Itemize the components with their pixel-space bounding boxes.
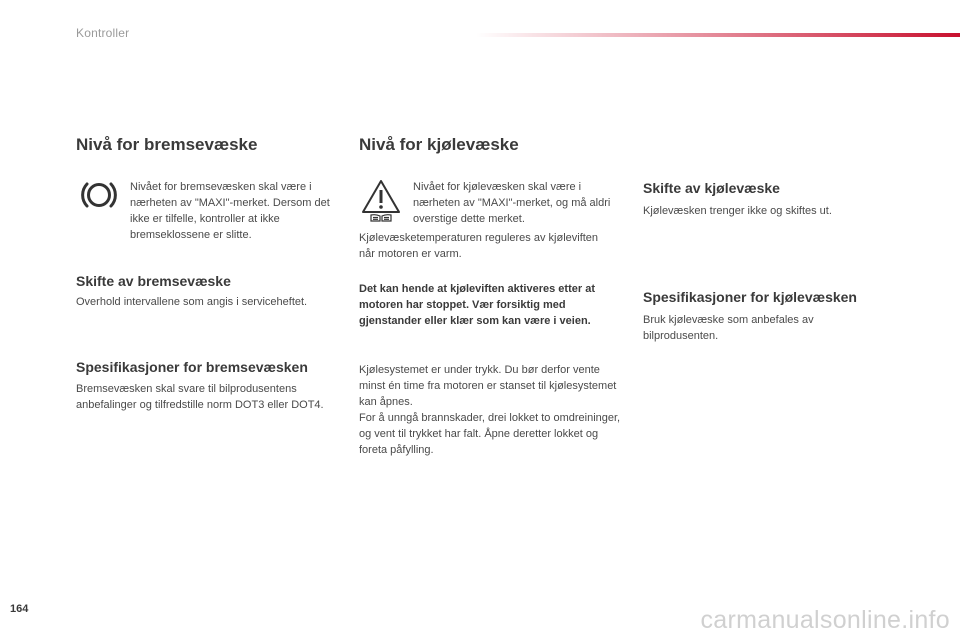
coolant-pressure-text: Kjølesystemet er under trykk. Du bør derfor vente minst én time fra motoren er stanset til kjølesystemet kan åpnes. bbox=[359, 364, 617, 408]
coolant-change-text: Kjølevæsken trenger ikke og skiftes ut. bbox=[643, 205, 832, 217]
coolant-temp-text: Kjølevæsketemperaturen reguleres av kjøleviften når motoren er varm. bbox=[359, 232, 599, 260]
brake-fluid-change-text: Overhold intervallene som angis i serviceheftet. bbox=[76, 296, 308, 308]
brake-fluid-spec-title: Spesifikasjoner for bremsevæsken bbox=[76, 359, 308, 375]
watermark: carmanualsonline.info bbox=[700, 606, 950, 634]
brake-fluid-change-title: Skifte av bremsevæske bbox=[76, 273, 231, 289]
brake-fluid-level-text: Nivået for bremsevæsken skal være i nærheten av "MAXI"-merket. Dersom det ikke er tilfelle, kontroller at ikke bremseklossene er slitte. bbox=[130, 181, 330, 241]
coolant-burn-warning-text: For å unngå brannskader, drei lokket to omdreininger, og vent til trykket har falt. Åpne deretter lokket og foreta påfylling. bbox=[359, 412, 621, 456]
coolant-change-title: Skifte av kjølevæske bbox=[643, 180, 780, 196]
coolant-fan-warning-text: Det kan hende at kjøleviften aktiveres etter at motoren har stoppet. Vær forsiktig med gjenstander eller klær som kan være i veien. bbox=[359, 283, 595, 327]
coolant-spec-title: Spesifikasjoner for kjølevæsken bbox=[643, 289, 857, 305]
coolant-spec-text: Bruk kjølevæske som anbefales av bilprodusenten. bbox=[643, 314, 814, 342]
hazard-warning-manual-icon bbox=[360, 178, 402, 222]
brake-fluid-spec-text: Bremsevæsken skal svare til bilprodusentens anbefalinger og tilfredstille norm DOT3 eller DOT4. bbox=[76, 383, 324, 411]
section-title: Kontroller bbox=[76, 26, 130, 40]
brake-fluid-title: Nivå for bremsevæske bbox=[76, 135, 258, 154]
header-accent-bar bbox=[476, 33, 960, 37]
brake-warning-icon bbox=[80, 178, 118, 212]
coolant-level-title: Nivå for kjølevæske bbox=[359, 135, 519, 154]
page-number: 164 bbox=[10, 603, 29, 615]
coolant-level-text: Nivået for kjølevæsken skal være i nærheten av "MAXI"-merket, og må aldri overstige dette merket. bbox=[413, 181, 611, 225]
